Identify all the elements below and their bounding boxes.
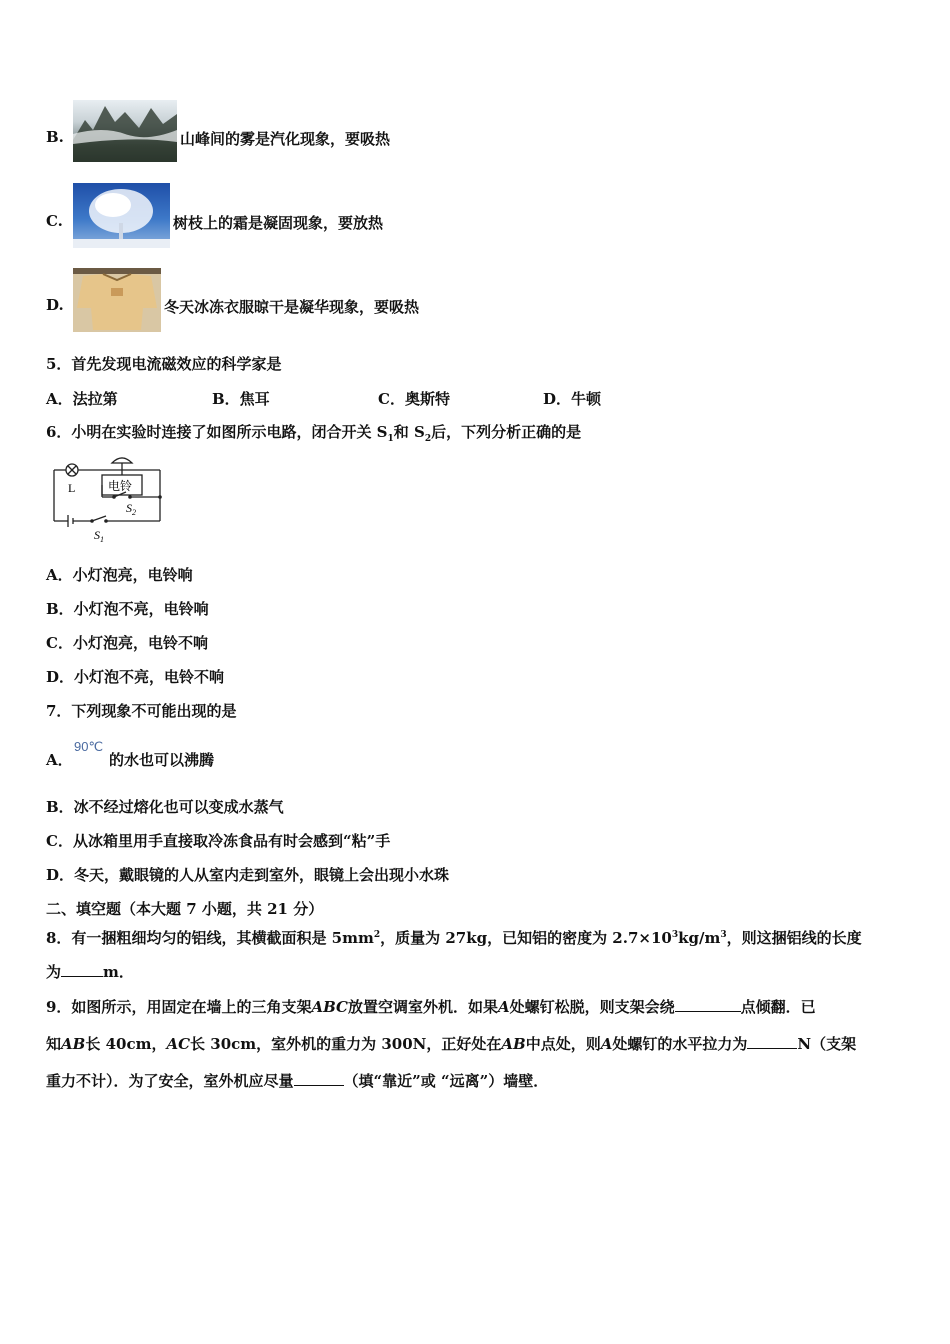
option-d-text: 冬天冰冻衣服晾干是凝华现象，要吸热: [164, 298, 420, 316]
question-8-line-1: [46, 925, 862, 948]
q8-sup-3: 3: [720, 930, 727, 940]
q6-option-d: D．小灯泡不亮，电铃不响: [46, 668, 225, 686]
question-9-line-1: [46, 997, 816, 1017]
section-2-heading: 二、填空题（本大题 7 小题，共 21 分）: [46, 900, 324, 918]
q8-line2-part-b: m．: [103, 963, 134, 981]
frozen-clothes-image: [73, 268, 161, 332]
question-9-line-3: [46, 1071, 548, 1091]
q9-ab-1: AB: [61, 1035, 86, 1053]
circuit-bell-label: 电铃: [108, 479, 133, 493]
frost-tree-image: [73, 183, 170, 248]
option-c-letter: C.: [46, 212, 63, 230]
q7-option-d: D．冬天，戴眼镜的人从室内走到室外，眼镜上会出现小水珠: [46, 866, 450, 884]
question-9-line-2: [46, 1034, 856, 1054]
q9-l1-part-c: 处螺钉松脱，则支架会绕: [509, 998, 675, 1016]
q6-option-c: C．小灯泡亮，电铃不响: [46, 634, 208, 652]
circuit-s1-label: [94, 528, 104, 544]
q8-part-d: ，则这捆铝线的长度: [726, 929, 862, 947]
q9-blank-3[interactable]: [294, 1071, 344, 1086]
mountain-fog-image: [73, 100, 177, 162]
option-b-text: 山峰间的雾是汽化现象，要吸热: [180, 130, 391, 148]
q8-line2-part-a: 为: [46, 963, 62, 981]
q9-l1-part-d: 点倾翻．已: [740, 998, 816, 1016]
q8-part-b: ，质量为 27kg，已知铝的密度为 2.7×10: [380, 929, 672, 947]
q7-option-a-text: 的水也可以沸腾: [109, 751, 215, 769]
q7-option-a-letter: A．: [46, 751, 73, 769]
q9-l2-part-e: 处螺钉的水平拉力为: [612, 1035, 748, 1053]
q9-l2-part-f: N（支架: [797, 1035, 857, 1053]
q6-sub-1: 1: [387, 434, 394, 444]
circuit-s2-letter: S: [126, 501, 132, 515]
q7-temperature-label: 90℃: [74, 739, 104, 754]
q6-stem-part-a: 6．小明在实验时连接了如图所示电路，闭合开关 S: [46, 423, 388, 441]
circuit-lamp-label: L: [68, 481, 76, 495]
q9-l2-part-a: 知: [46, 1035, 62, 1053]
q5-option-c: C．奥斯特: [378, 390, 450, 408]
q5-option-d: D．牛顿: [543, 390, 602, 408]
q6-stem-part-b: 和 S: [393, 423, 425, 441]
q9-l2-part-c: 长 30cm，室外机的重力为 300N，正好处在: [190, 1035, 502, 1053]
q9-blank-2[interactable]: [747, 1034, 797, 1049]
question-6-stem: [46, 422, 581, 449]
q8-part-a: 8．有一捆粗细均匀的铝线，其横截面积是 5mm: [46, 929, 374, 947]
q5-option-b: B．焦耳: [212, 390, 270, 408]
q9-point-a-1: A: [498, 998, 510, 1016]
circuit-diagram: [46, 455, 170, 547]
q9-ab-2: AB: [501, 1035, 526, 1053]
q9-point-a-2: A: [600, 1035, 613, 1053]
q6-sub-2: 2: [424, 434, 432, 444]
option-d-letter: D.: [46, 296, 64, 314]
option-b-letter: B.: [46, 128, 64, 146]
q9-l1-part-b: 放置空调室外机．如果: [348, 998, 499, 1016]
circuit-s2-sub: 2: [132, 508, 136, 517]
option-c-text: 树枝上的霜是凝固现象，要放热: [173, 214, 384, 232]
question-8-line-2: [46, 962, 134, 982]
q6-option-a: A．小灯泡亮，电铃响: [46, 566, 193, 584]
circuit-s1-sub: 1: [100, 535, 104, 544]
circuit-s2-label: [126, 501, 136, 517]
q9-abc: ABC: [311, 998, 348, 1016]
question-5-stem: 5．首先发现电流磁效应的科学家是: [46, 355, 282, 373]
circuit-s1-letter: S: [94, 528, 100, 542]
q9-blank-1[interactable]: [675, 997, 741, 1012]
q5-option-a: A．法拉第: [46, 390, 118, 408]
question-7-stem: 7．下列现象不可能出现的是: [46, 702, 237, 720]
q6-stem-part-c: 后，下列分析正确的是: [431, 423, 582, 441]
q8-sup-1: 2: [373, 930, 381, 940]
q9-ac: AC: [166, 1035, 191, 1053]
q7-option-c: C．从冰箱里用手直接取冷冻食品有时会感到“粘”手: [46, 832, 391, 850]
q8-answer-blank[interactable]: [61, 962, 103, 977]
q6-option-b: B．小灯泡不亮，电铃响: [46, 600, 209, 618]
q9-l1-part-a: 9．如图所示，用固定在墙上的三角支架: [46, 998, 312, 1016]
q8-part-c: kg/m: [678, 929, 721, 947]
q9-l3-part-a: 重力不计）．为了安全，室外机应尽量: [46, 1072, 294, 1090]
q7-option-b: B．冰不经过熔化也可以变成水蒸气: [46, 798, 284, 816]
q9-l2-part-b: 长 40cm，: [85, 1035, 167, 1053]
q9-l2-part-d: 中点处，则: [525, 1035, 601, 1053]
q8-sup-2: 3: [671, 930, 679, 940]
q9-l3-part-b: （填“靠近”或 “远离”）墙壁．: [343, 1072, 549, 1090]
